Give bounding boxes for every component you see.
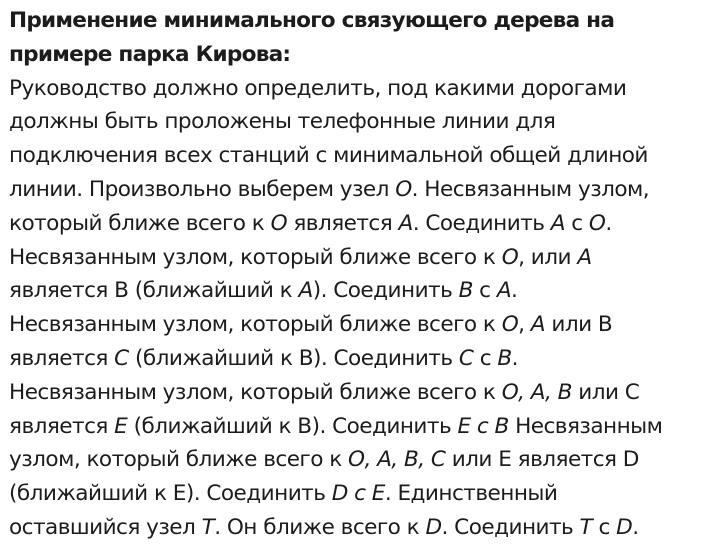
body-line bbox=[9, 376, 714, 410]
node-label: А bbox=[577, 244, 592, 270]
node-label: Е bbox=[114, 413, 128, 439]
body-text: Руководство должно определить, под какими дорогами bbox=[9, 75, 627, 101]
body-text: . Соединить bbox=[441, 514, 580, 540]
node-label: А bbox=[530, 312, 546, 338]
slide-title-line-2: примере парка Кирова: bbox=[9, 41, 291, 67]
body-text: (ближайший к В). Соединить bbox=[128, 345, 459, 371]
body-text: или В bbox=[545, 312, 613, 338]
node-label: С bbox=[458, 345, 474, 371]
node-label: В bbox=[458, 278, 473, 304]
body-text: ). Соединить bbox=[312, 278, 459, 304]
node-label: Е с В bbox=[457, 413, 509, 439]
body-text: . Соединить bbox=[412, 210, 551, 236]
slide-text bbox=[9, 4, 714, 545]
body-text: . Единственный bbox=[384, 481, 558, 507]
body-line bbox=[9, 207, 714, 241]
node-label: О bbox=[588, 210, 606, 236]
body-text: , bbox=[518, 312, 531, 338]
node-label: Т bbox=[579, 514, 593, 540]
node-label: Т bbox=[201, 514, 215, 540]
body-text: должны быть проложены телефонные линии для bbox=[9, 109, 556, 135]
body-text: является В (ближайший к bbox=[9, 278, 299, 304]
body-text: . bbox=[511, 278, 518, 304]
body-line bbox=[9, 173, 714, 207]
body-line bbox=[9, 477, 714, 511]
node-label: О, А, В, С bbox=[348, 447, 446, 473]
body-line bbox=[9, 105, 714, 139]
body-text: (ближайший к Е). Соединить bbox=[9, 481, 332, 507]
body-text: с bbox=[592, 514, 617, 540]
node-label: D bbox=[425, 514, 442, 540]
body-text: с bbox=[564, 210, 589, 236]
body-line bbox=[9, 443, 714, 477]
body-text: . Несвязанным узлом, bbox=[411, 176, 650, 202]
body-text: (ближайший к В). Соединить bbox=[127, 413, 458, 439]
body-line bbox=[9, 308, 714, 342]
body-text: . bbox=[511, 345, 518, 371]
body-line bbox=[9, 139, 714, 173]
node-label: D bbox=[616, 514, 633, 540]
body-text: Несвязанным узлом, который ближе всего к bbox=[9, 379, 502, 405]
node-label: А bbox=[298, 278, 313, 304]
body-text: Несвязанным bbox=[508, 413, 663, 439]
body-text: , или bbox=[518, 244, 578, 270]
body-text: Несвязанным узлом, который ближе всего к bbox=[9, 244, 502, 270]
body-text: линии. Произвольно выберем узел bbox=[9, 176, 396, 202]
slide-title-line-1: Применение минимального связующего дерева на bbox=[9, 8, 615, 33]
node-label: О bbox=[270, 210, 288, 236]
body-text: является bbox=[9, 345, 115, 371]
body-text: с bbox=[472, 278, 497, 304]
node-label: А bbox=[496, 278, 512, 304]
node-label: D с Е bbox=[331, 481, 385, 507]
node-label: О bbox=[501, 312, 519, 338]
node-label: О bbox=[501, 244, 519, 270]
body-text: или С bbox=[571, 379, 640, 405]
body-text: Несвязанным узлом, который ближе всего к bbox=[9, 312, 502, 338]
body-text: подключения всех станций с минимальной общей длиной bbox=[9, 143, 648, 169]
node-label: В bbox=[497, 345, 512, 371]
body-text: или Е является D bbox=[445, 447, 639, 473]
body-text: с bbox=[473, 345, 498, 371]
body-line bbox=[9, 410, 714, 444]
body-text: узлом, который ближе всего к bbox=[9, 447, 349, 473]
node-label: О, А, В bbox=[501, 379, 572, 405]
body-text: . bbox=[632, 514, 639, 540]
slide-body bbox=[9, 72, 714, 545]
body-line bbox=[9, 274, 714, 308]
body-line bbox=[9, 72, 714, 106]
node-label: А bbox=[398, 210, 413, 236]
node-label: О bbox=[395, 176, 412, 202]
body-text: . Он ближе всего к bbox=[214, 514, 426, 540]
body-text: является bbox=[9, 413, 115, 439]
body-text: . bbox=[605, 210, 612, 236]
body-text: оставшийся узел bbox=[9, 514, 202, 540]
node-label: А bbox=[550, 210, 565, 236]
node-label: С bbox=[114, 345, 129, 371]
body-line bbox=[9, 342, 714, 376]
body-text: является bbox=[287, 210, 399, 236]
body-line bbox=[9, 241, 714, 275]
body-text: который ближе всего к bbox=[9, 210, 271, 236]
